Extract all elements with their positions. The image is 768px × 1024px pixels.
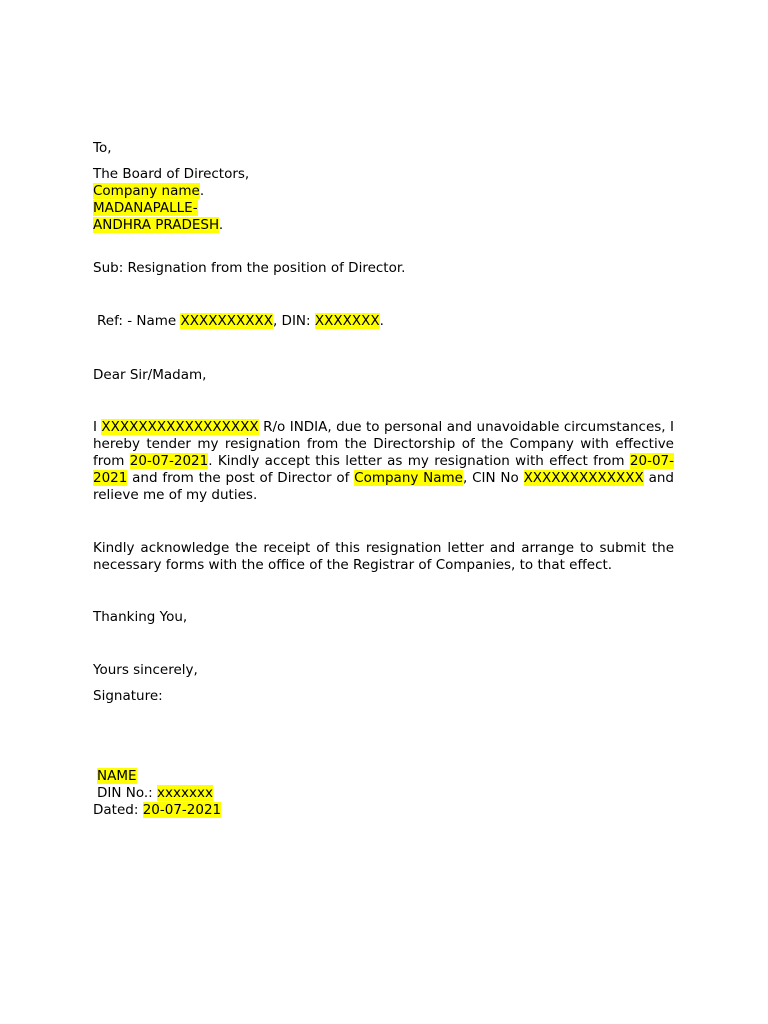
sign-name-placeholder: NAME [97,768,137,784]
dated-line [93,802,674,819]
body-text-4: , CIN No [463,470,524,486]
ref-prefix: Ref: - Name [97,313,181,329]
address-block [93,166,674,234]
cin-placeholder: XXXXXXXXXXXXX [523,470,644,486]
body-i: I [93,419,102,435]
recipient-line: The Board of Directors, [93,166,250,182]
ref-din-placeholder: XXXXXXX [314,313,380,329]
to-line: To, [93,140,112,156]
company-name-placeholder: Company name [93,183,200,199]
effective-date-placeholder: 20-07-2021 [129,453,209,469]
dated-label: Dated: [93,802,143,818]
ref-line [93,313,678,330]
body-text-5: and relieve me of my duties. [93,470,674,503]
dated-placeholder: 20-07-2021 [142,802,222,818]
body-paragraph-1 [93,419,674,504]
company-name-body-placeholder: Company Name [354,470,463,486]
din-label: DIN No.: [97,785,158,801]
ref-name-placeholder: XXXXXXXXXX [180,313,273,329]
body-paragraph-2: Kindly acknowledge the receipt of this resignation letter and arrange to submit the necessary forms with the office of the Registrar of Companies, to that effect. [93,540,674,573]
city-line [93,200,674,217]
body-text-1: R/o INDIA, due to personal and unavoidable circumstances, I hereby tender my resignation from the Directorship of the Company with effective from [93,419,674,469]
din-line [93,785,674,802]
ref-period: . [379,313,384,329]
state-period: . [218,217,224,233]
state-placeholder: ANDHRA PRADESH [93,217,219,233]
din-placeholder: xxxxxxx [157,785,213,801]
effect-date-placeholder: 20-07-2021 [93,453,674,486]
salutation: Dear Sir/Madam, [93,367,207,383]
body-text-2: . Kindly accept this letter as my resignation with effect from [208,453,630,469]
signatory-block [93,768,674,819]
company-period: . [199,183,205,199]
company-line [93,183,674,200]
ref-din-label: , DIN: [272,313,315,329]
resigner-name-placeholder: XXXXXXXXXXXXXXXXX [101,419,259,435]
thanking-line: Thanking You, [93,609,188,625]
body-text-3: and from the post of Director of [127,470,355,486]
state-line [93,217,674,234]
city-placeholder: MADANAPALLE- [93,200,198,216]
sign-name-line [93,768,674,785]
subject-line: Sub: Resignation from the position of Director. [93,260,406,276]
closing-line: Yours sincerely, [93,662,198,678]
signature-label: Signature: [93,688,163,704]
